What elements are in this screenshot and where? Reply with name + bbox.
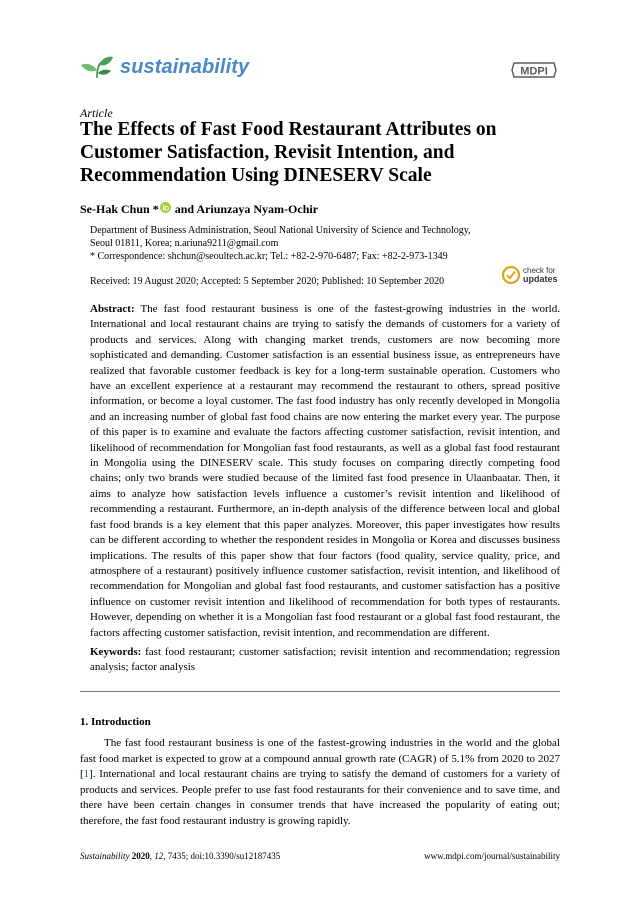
footer-journal: Sustainability [80,851,130,861]
publisher-name: MDPI [520,65,548,78]
article-type: Article [80,106,113,120]
footer-volume: 12 [154,851,164,861]
keywords-label: Keywords: [90,646,142,658]
check-for-updates-badge[interactable] [502,266,558,284]
keywords [90,645,560,676]
keywords-text: fast food restaurant; customer satisfaction; revisit intention and recommendation; regression analysis; factor analysis [90,646,561,674]
footer-doi: , 7435; doi:10.3390/su12187435 [163,851,281,861]
leaf-logo-icon [80,54,114,80]
footer-citation: Sustainability 2020, 12, 7435; doi:10.3390/su12187435 [80,851,281,861]
footer-url[interactable]: www.mdpi.com/journal/sustainability [424,851,560,861]
paper-title: The Effects of Fast Food Restaurant Attributes on Customer Satisfaction, Revisit Intention, and Recommendation Using DINESERV Scale [80,119,497,186]
check-updates-line2: updates [523,274,558,284]
introduction-paragraph [80,736,560,830]
paragraph-text: The fast food restaurant business is one of the fastest-growing industries in the world and the global fast food market is expected to grow at a compound annual growth rate (CAGR) of 5.1% from 2020 to 2027 [ [80,737,560,781]
publisher-logo[interactable] [510,59,558,86]
citation-link[interactable]: 1 [83,768,90,781]
abstract-label: Abstract: [90,303,135,315]
divider [80,691,560,692]
author-line [80,202,318,217]
affiliations [90,224,560,263]
correspondence-line: * Correspondence: shchun@seoultech.ac.kr; Tel.: +82-2-970-6487; Fax: +82-2-973-1349 [90,251,448,262]
mdpi-logo-icon [510,59,558,81]
paragraph-text: ]. International and local restaurant chains are trying to satisfy the demand of customers for a variety of products and services. People prefer to use fast food restaurants for their convenience and to save time, and there have been certain changes in consumer trends that have increased the popularity of eating out; therefore, the fast food restaurant industry is growing rapidly. [80,768,560,827]
publication-dates: Received: 19 August 2020; Accepted: 5 September 2020; Published: 10 September 2020 [90,276,445,287]
footer-year: 2020 [131,851,150,861]
author-name[interactable]: Se-Hak Chun [80,202,150,216]
orcid-icon[interactable] [160,202,171,217]
check-updates-line1: check for [523,266,556,275]
section-heading: 1. Introduction [80,716,151,728]
journal-logo[interactable] [80,54,249,80]
abstract [90,302,560,641]
abstract-text: The fast food restaurant business is one of the fastest-growing industries in the world. International and local restaurant chains are trying to satisfy the demands of customers for a variety of products and services. Along with changing market trends, customers are now becoming more sophisticated and demanding. Customer satisfaction is an essential business issue, as entrepreneurs have realized that favorable customer feedback is key for a long-term sustainable operation. Customers who have an excellent experience at a restaurant may recommend the restaurant to others, spread positive information, or become a loyal customer. The fast food industry has only recently developed in Mongolia and an increasing number of global fast food chains are now entering the market every year. The purpose of this paper is to examine and evaluate the factors affecting customer satisfaction, revisit intention, and likelihood of recommendation for Mongolian fast food restaurants, as well as a global fast food restaurant in Mongolia using the DINESERV scale. This study focuses on comparing directly competing food chains; only two brands were studied because of the limited fast food presence in Ulaanbaatar. Then, it aims to analyze how satisfaction levels influence a customer’s revisit intention and likelihood of recommending a restaurant. Furthermore, an in-depth analysis of the difference between local and global fast food brands is a key element that this paper analyzes. Moreover, this paper investigates how results can be different according to whether the respondent resides in Mongolia or Korea and discusses business implications. The results of this paper show that four factors (food quality, service quality, price, and atmosphere of a restaurant) positively influence customer satisfaction, revisit intention, and likelihood of recommendation for Mongolian and global fast food restaurants, and customer satisfaction has a positive influence on customer revisit intention and likelihood of recommendation for both types of restaurants. However, depending on whether it is a Mongolian fast food restaurant or a global fast food restaurant, the factors affecting customer satisfaction, revisit intention, and recommendation are different. [90,303,560,639]
affiliation-line: Seoul 01811, Korea; n.ariuna9211@gmail.com [90,238,279,249]
affiliation-line: Department of Business Administration, Seoul National University of Science and Technology, [90,225,471,236]
journal-name: sustainability [120,55,250,78]
check-updates-icon [502,266,520,284]
author-name-2[interactable]: and Ariunzaya Nyam-Ochir [174,202,319,216]
corresponding-mark: * [152,202,159,216]
